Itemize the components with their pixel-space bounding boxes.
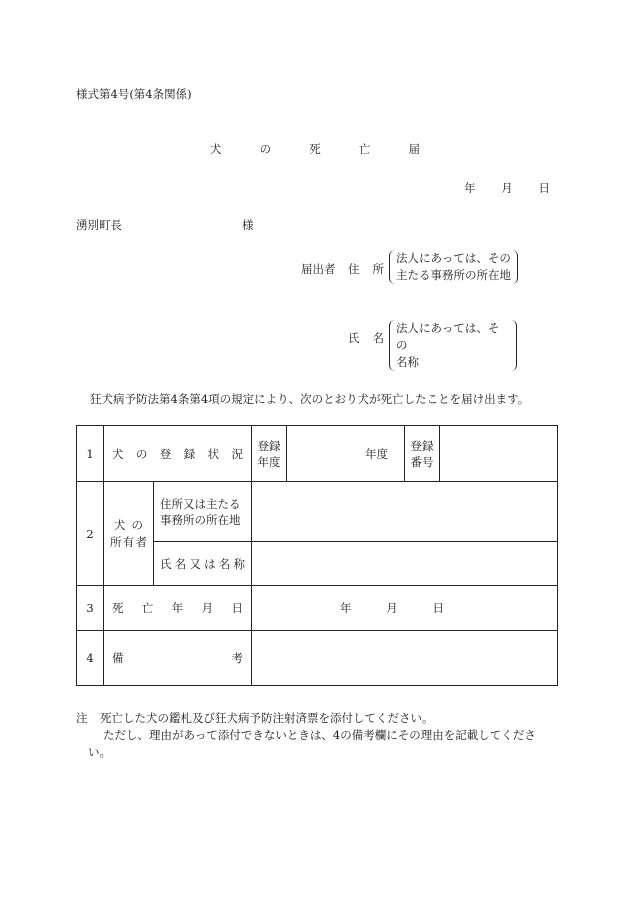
date-line [464, 180, 550, 196]
row-number: 2 [77, 482, 104, 586]
death-year: 年 [340, 601, 352, 615]
dog-death-form-table [76, 425, 558, 686]
submitter-name-label: 氏 名 [348, 331, 384, 345]
notes-line-3: い。 [88, 745, 111, 759]
owner-address-label: 住所又は主たる 事務所の所在地 [154, 482, 252, 542]
owner-address-field[interactable] [252, 482, 558, 542]
title-char: 亡 [358, 142, 371, 156]
remarks-field[interactable] [252, 631, 558, 686]
statement-text: 狂犬病予防法第4条第4項の規定により、次のとおり犬が死亡したことを届け出ます。 [90, 392, 530, 406]
row-number: 3 [77, 586, 104, 631]
death-day: 日 [432, 601, 444, 615]
title-char: 犬 [210, 142, 222, 156]
title-char: 届 [408, 142, 420, 156]
owner-name-label: 氏 名 又 は 名 称 [154, 542, 252, 586]
form-number: 様式第4号(第4条関係) [76, 87, 192, 101]
table-row-remarks [77, 631, 558, 686]
registration-number-field[interactable] [440, 426, 558, 482]
date-day: 日 [538, 181, 550, 195]
submitter-address-label: 住 所 [348, 262, 384, 276]
row-number: 1 [77, 426, 104, 482]
notes-line-2: ただし、理由があって添付できないときは、4の備考欄にその理由を記載してくださ [103, 728, 536, 742]
notes-line-1: 死亡した犬の鑑札及び狂犬病予防注射済票を添付してください。 [100, 711, 434, 725]
death-date-label: 死 亡 年 月 日 [104, 586, 252, 631]
table-row-registration [77, 426, 558, 482]
registration-number-label: 登録 番号 [405, 426, 440, 482]
row-number: 4 [77, 631, 104, 686]
title-char: の [259, 142, 272, 156]
addressee-honorific: 様 [242, 218, 254, 232]
remarks-label: 備 考 [104, 631, 252, 686]
death-month: 月 [386, 601, 398, 615]
registration-status-label: 犬 の 登 録 状 況 [104, 426, 252, 482]
registration-year-label: 登録 年度 [252, 426, 287, 482]
document-title [210, 141, 420, 157]
table-row-owner-address [77, 482, 558, 542]
owner-label: 犬 の 所 有 者 [104, 482, 154, 586]
registration-year-field[interactable] [287, 426, 405, 482]
addressee-name: 湧別町長 [76, 218, 122, 232]
date-month: 月 [501, 181, 513, 195]
title-char: 死 [309, 142, 321, 156]
owner-name-field[interactable] [252, 542, 558, 586]
submitter-label: 届出者 [301, 262, 336, 276]
address-bracket-note: 法人にあっては、その 主たる事務所の所在地 [389, 250, 518, 284]
date-year: 年 [464, 181, 476, 195]
table-row-death-date [77, 586, 558, 631]
year-suffix: 年度 [365, 446, 388, 461]
death-date-field[interactable] [252, 586, 558, 631]
notes-label: 注 [76, 711, 88, 725]
name-bracket-note: 法人にあっては、その 名称 [389, 320, 517, 371]
